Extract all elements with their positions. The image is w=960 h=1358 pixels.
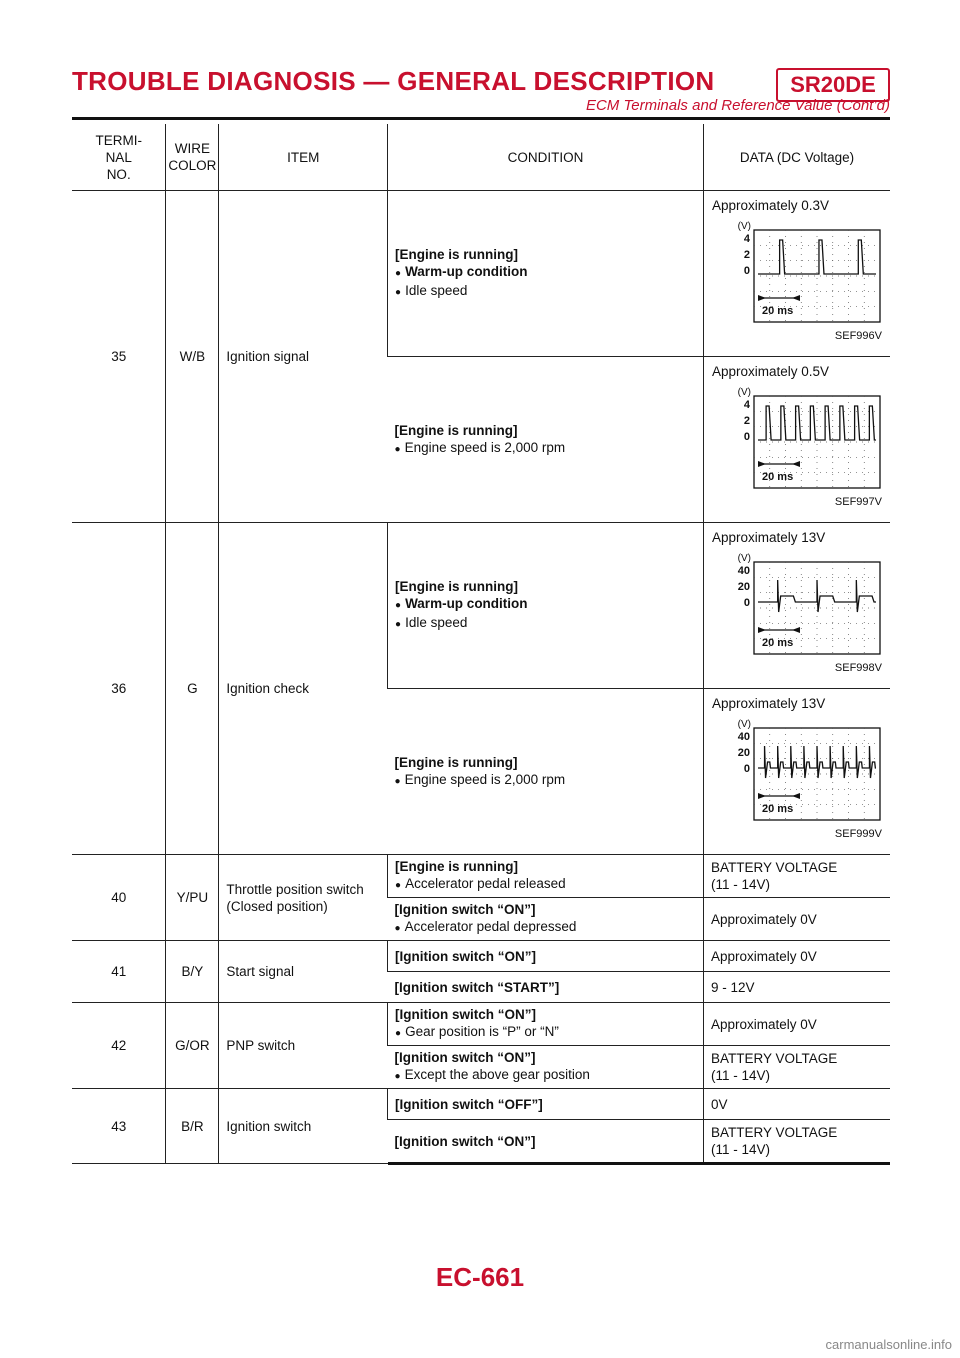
terminal-no: 43	[72, 1089, 166, 1164]
condition-bullet: ● Warm-up condition	[395, 595, 696, 614]
item-name: Start signal	[219, 941, 388, 1003]
time-label: 20 ms	[762, 471, 794, 483]
tick-label: 2	[743, 415, 750, 427]
item-name: Throttle position switch (Closed position)	[219, 855, 388, 941]
data-value	[704, 191, 891, 357]
unit-label: (V)	[737, 553, 751, 564]
waveform-trace	[758, 240, 876, 274]
tick-label: 0	[743, 431, 750, 443]
tick-label: 40	[737, 731, 750, 743]
time-label: 20 ms	[762, 803, 794, 815]
tick-label: 0	[743, 597, 750, 609]
watermark: carmanualsonline.info	[825, 1337, 952, 1352]
condition-bullet: ● Accelerator pedal depressed	[395, 918, 696, 937]
terminal-no: 42	[72, 1003, 166, 1089]
data-value	[704, 357, 891, 523]
condition-head: [Engine is running]	[395, 247, 519, 262]
table-row	[72, 941, 890, 972]
condition	[388, 898, 704, 941]
unit-label: (V)	[737, 719, 751, 730]
tick-label: 20	[737, 581, 750, 593]
item-name: Ignition switch	[219, 1089, 388, 1164]
table-row	[72, 1003, 890, 1046]
waveform-trace	[758, 580, 876, 612]
oscilloscope-waveform	[732, 384, 882, 492]
condition-head: [Engine is running]	[395, 579, 519, 594]
condition	[388, 689, 704, 855]
unit-label: (V)	[737, 221, 751, 232]
condition-head: [Engine is running]	[395, 859, 519, 874]
header-wire-color: WIRE COLOR	[166, 124, 219, 191]
condition	[388, 972, 704, 1003]
approx-value: Approximately 0.3V	[712, 198, 830, 213]
wire-color: B/R	[166, 1089, 219, 1164]
condition-head: [Ignition switch “ON”]	[394, 1133, 536, 1149]
data-value: 9 - 12V	[704, 972, 891, 1003]
oscilloscope-waveform	[732, 716, 882, 824]
terminal-no: 41	[72, 941, 166, 1003]
item-name: Ignition signal	[219, 191, 388, 523]
condition	[388, 523, 704, 689]
wire-color: B/Y	[166, 941, 219, 1003]
condition-head: [Engine is running]	[394, 754, 518, 770]
figure-ref: SEF996V	[834, 330, 882, 342]
table-row	[72, 523, 890, 689]
condition-bullet: ● Engine speed is 2,000 rpm	[395, 771, 696, 790]
approx-value: Approximately 13V	[712, 530, 826, 545]
condition-head: [Engine is running]	[394, 422, 518, 438]
figure-ref: SEF997V	[834, 496, 882, 508]
condition-bullet: ● Warm-up condition	[395, 263, 696, 282]
arrow-head	[758, 793, 766, 799]
header-terminal: TERMI- NAL NO.	[72, 124, 166, 191]
condition-bullet: ● Except the above gear position	[395, 1066, 696, 1085]
figure-ref: SEF998V	[834, 662, 882, 674]
terminal-no: 35	[72, 191, 166, 523]
arrow-head	[792, 793, 800, 799]
tick-label: 0	[743, 265, 750, 277]
page-title: TROUBLE DIAGNOSIS — GENERAL DESCRIPTION	[72, 66, 715, 96]
page-subtitle: ECM Terminals and Reference Value (Cont’d)	[585, 97, 890, 114]
condition-bullet: ● Idle speed	[395, 614, 696, 633]
tick-label: 4	[743, 399, 750, 411]
arrow-head	[792, 295, 800, 301]
tick-label: 2	[743, 249, 750, 261]
wire-color: W/B	[166, 191, 219, 523]
tick-label: 4	[743, 233, 750, 245]
data-value: Approximately 0V	[704, 941, 891, 972]
waveform-trace	[758, 406, 876, 440]
table-row	[72, 1089, 890, 1120]
condition	[388, 855, 704, 898]
table-header-row	[72, 124, 890, 191]
arrow-head	[758, 295, 766, 301]
unit-label: (V)	[737, 387, 751, 398]
condition-bullet: ● Gear position is “P” or “N”	[395, 1023, 696, 1042]
oscilloscope-waveform	[732, 218, 882, 326]
approx-value: Approximately 13V	[712, 696, 826, 711]
tick-label: 20	[737, 747, 750, 759]
wire-color: Y/PU	[166, 855, 219, 941]
time-label: 20 ms	[762, 637, 794, 649]
condition	[388, 1046, 704, 1089]
condition-head: [Ignition switch “START”]	[394, 979, 560, 995]
wire-color: G/OR	[166, 1003, 219, 1089]
condition-head: [Ignition switch “ON”]	[395, 948, 537, 964]
tick-label: 40	[737, 565, 750, 577]
arrow-head	[758, 627, 766, 633]
data-value	[704, 523, 891, 689]
condition-head: [Ignition switch “ON”]	[395, 1007, 537, 1022]
condition-bullet: ● Engine speed is 2,000 rpm	[395, 439, 696, 458]
data-value: Approximately 0V	[704, 898, 891, 941]
arrow-head	[758, 461, 766, 467]
terminal-no: 40	[72, 855, 166, 941]
header-data: DATA (DC Voltage)	[704, 124, 891, 191]
item-name: PNP switch	[219, 1003, 388, 1089]
header-item: ITEM	[219, 124, 388, 191]
condition	[388, 1089, 704, 1120]
condition	[388, 1120, 704, 1164]
figure-ref: SEF999V	[834, 828, 882, 840]
wire-color: G	[166, 523, 219, 855]
time-label: 20 ms	[762, 305, 794, 317]
data-value: BATTERY VOLTAGE (11 - 14V)	[704, 855, 891, 898]
data-value	[704, 689, 891, 855]
oscilloscope-waveform	[732, 550, 882, 658]
data-value: BATTERY VOLTAGE (11 - 14V)	[704, 1120, 891, 1164]
condition-head: [Ignition switch “OFF”]	[395, 1096, 543, 1112]
table-row	[72, 855, 890, 898]
data-value: BATTERY VOLTAGE (11 - 14V)	[704, 1046, 891, 1089]
condition-bullet: ● Accelerator pedal released	[395, 875, 696, 894]
page-number: EC-661	[435, 1262, 525, 1292]
table-row	[72, 191, 890, 357]
approx-value: Approximately 0.5V	[712, 364, 830, 379]
ecm-terminal-table	[72, 124, 890, 1165]
condition	[388, 357, 704, 523]
engine-badge: SR20DE	[776, 68, 890, 102]
condition-bullet: ● Idle speed	[395, 282, 696, 301]
condition-head: [Ignition switch “ON”]	[394, 1050, 536, 1065]
data-value: Approximately 0V	[704, 1003, 891, 1046]
condition	[388, 1003, 704, 1046]
arrow-head	[792, 627, 800, 633]
condition	[388, 941, 704, 972]
item-name: Ignition check	[219, 523, 388, 855]
header-condition: CONDITION	[388, 124, 704, 191]
tick-label: 0	[743, 763, 750, 775]
waveform-trace	[758, 746, 876, 778]
terminal-no: 36	[72, 523, 166, 855]
data-value: 0V	[704, 1089, 891, 1120]
arrow-head	[792, 461, 800, 467]
header-rule	[72, 117, 890, 120]
condition	[388, 191, 704, 357]
condition-head: [Ignition switch “ON”]	[394, 902, 536, 917]
